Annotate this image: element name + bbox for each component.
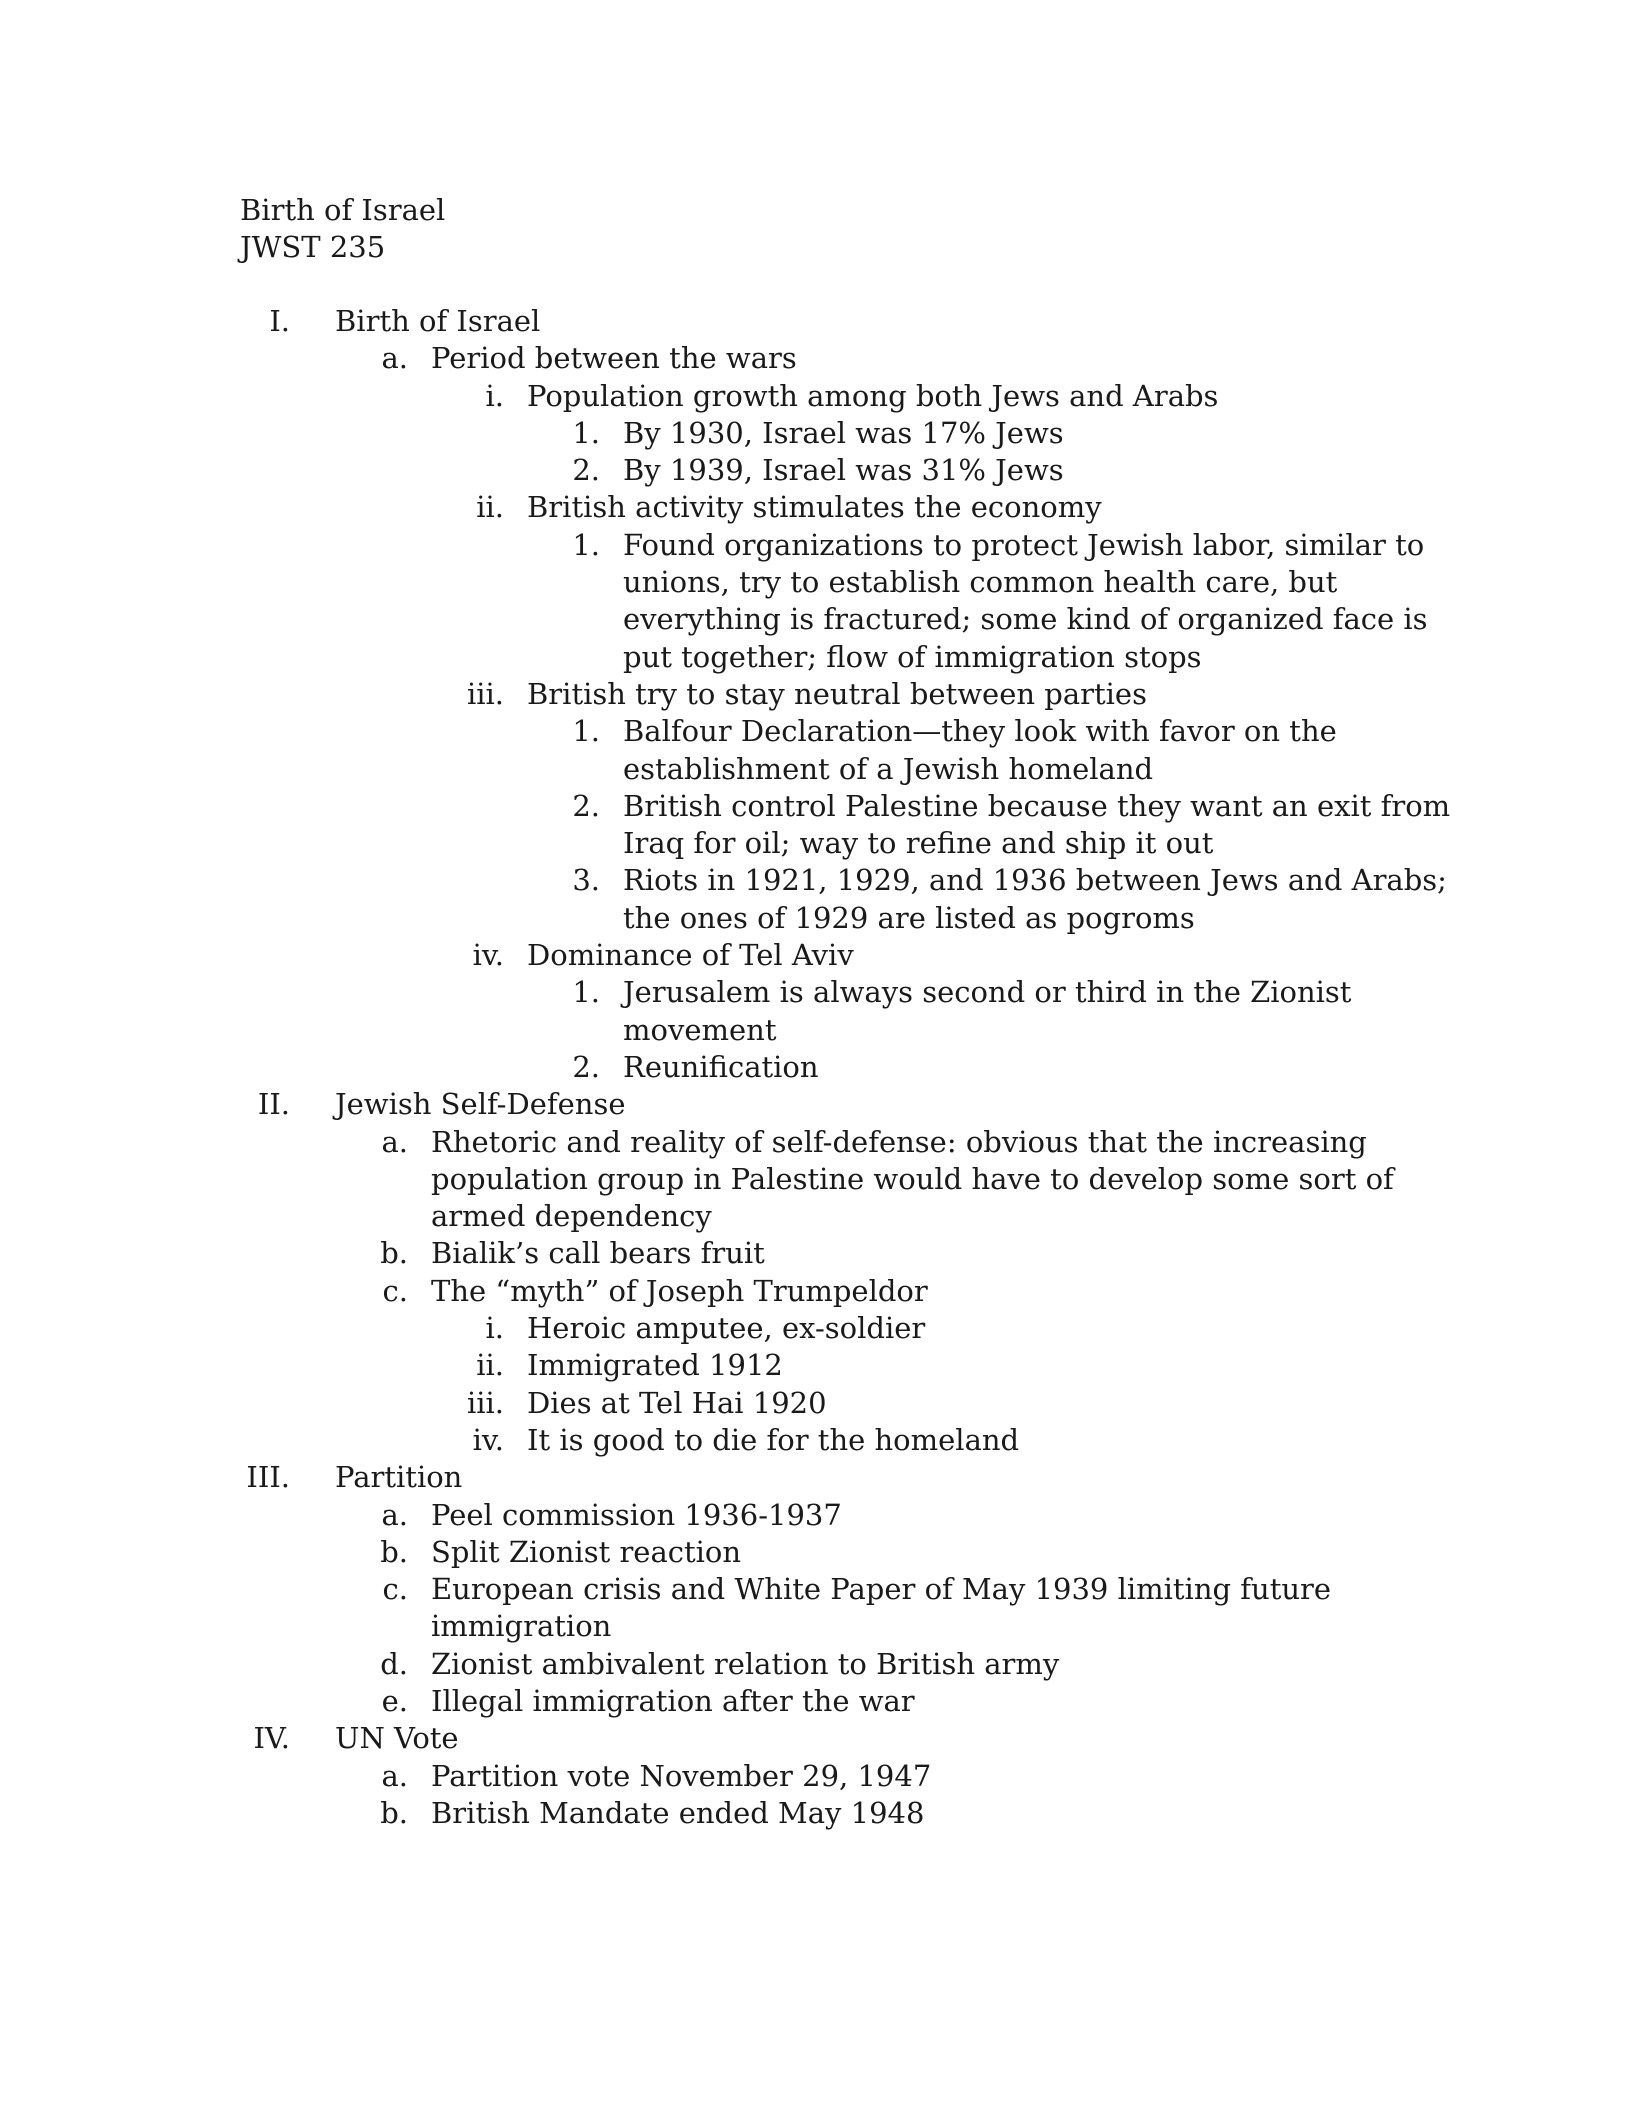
outline-marker: II. xyxy=(257,1087,290,1122)
outline-marker: a. xyxy=(381,1758,408,1793)
outline-text: Peel commission 1936-1937 xyxy=(431,1497,842,1532)
outline-item-level-0 xyxy=(0,1459,1640,1496)
outline-marker: iii. xyxy=(466,1385,504,1420)
outline-marker: iv. xyxy=(472,1422,504,1457)
outline-text: immigration xyxy=(431,1609,612,1644)
outline-text: It is good to die for the homeland xyxy=(527,1422,1020,1457)
outline-item-level-2 xyxy=(0,1385,1640,1422)
outline-item-level-3 xyxy=(0,564,1640,601)
outline-text: unions, try to establish common health care, but xyxy=(623,565,1338,600)
outline-marker: d. xyxy=(380,1646,408,1681)
outline-item-level-3 xyxy=(0,527,1640,564)
outline-item-level-3 xyxy=(0,1012,1640,1049)
outline-item-level-1 xyxy=(0,1497,1640,1534)
outline-text: Balfour Declaration—they look with favor on the xyxy=(623,714,1337,749)
outline-marker: 1. xyxy=(572,714,600,749)
outline-marker: c. xyxy=(382,1273,408,1308)
outline-marker: ii. xyxy=(476,1348,504,1383)
outline-item-level-1 xyxy=(0,1198,1640,1235)
outline-marker: a. xyxy=(381,1124,408,1159)
outline-item-level-3 xyxy=(0,415,1640,452)
outline-item-level-1 xyxy=(0,1758,1640,1795)
outline-text: Partition xyxy=(335,1460,463,1495)
outline-item-level-2 xyxy=(0,937,1640,974)
outline-text: British activity stimulates the economy xyxy=(527,490,1102,525)
outline-item-level-1 xyxy=(0,1161,1640,1198)
outline-marker: 2. xyxy=(572,453,600,488)
outline-item-level-1 xyxy=(0,1795,1640,1832)
outline-item-level-1 xyxy=(0,1608,1640,1645)
outline-marker: b. xyxy=(380,1795,408,1830)
outline-marker: III. xyxy=(246,1460,290,1495)
outline-item-level-3 xyxy=(0,974,1640,1011)
outline-text: Bialik’s call bears fruit xyxy=(431,1236,765,1271)
lecture-outline xyxy=(0,303,1640,1832)
outline-item-level-0 xyxy=(0,303,1640,340)
outline-item-level-2 xyxy=(0,378,1640,415)
document-title: Birth of Israel xyxy=(240,193,446,227)
outline-text: Immigrated 1912 xyxy=(527,1348,783,1383)
outline-item-level-1 xyxy=(0,1124,1640,1161)
outline-text: Period between the wars xyxy=(431,341,797,376)
outline-marker: a. xyxy=(381,341,408,376)
outline-item-level-2 xyxy=(0,1422,1640,1459)
outline-text: European crisis and White Paper of May 1939 limiting future xyxy=(431,1572,1332,1607)
outline-marker: 2. xyxy=(572,788,600,823)
outline-text: Partition vote November 29, 1947 xyxy=(431,1758,932,1793)
outline-marker: i. xyxy=(485,1311,504,1346)
outline-marker: e. xyxy=(381,1683,408,1718)
outline-text: UN Vote xyxy=(335,1721,459,1756)
outline-text: By 1930, Israel was 17% Jews xyxy=(623,415,1064,450)
outline-text: Dies at Tel Hai 1920 xyxy=(527,1385,827,1420)
outline-text: Birth of Israel xyxy=(335,304,541,338)
outline-text: British Mandate ended May 1948 xyxy=(431,1795,925,1830)
outline-marker: ii. xyxy=(476,490,504,525)
outline-text: movement xyxy=(623,1012,777,1047)
outline-marker: 3. xyxy=(572,863,600,898)
outline-marker: a. xyxy=(381,1497,408,1532)
outline-text: Population growth among both Jews and Arabs xyxy=(527,378,1219,413)
outline-text: British try to stay neutral between parties xyxy=(527,676,1147,711)
outline-marker: iv. xyxy=(472,938,504,973)
outline-text: everything is fractured; some kind of organized face is xyxy=(623,602,1428,637)
outline-text: population group in Palestine would have to develop some sort of xyxy=(431,1161,1394,1196)
outline-marker: I. xyxy=(269,304,290,338)
outline-text: By 1939, Israel was 31% Jews xyxy=(623,453,1064,488)
outline-text: Split Zionist reaction xyxy=(431,1534,742,1569)
outline-item-level-3 xyxy=(0,639,1640,676)
outline-text: Heroic amputee, ex-soldier xyxy=(527,1311,926,1346)
outline-item-level-1 xyxy=(0,1534,1640,1571)
outline-text: Found organizations to protect Jewish labor, similar to xyxy=(623,527,1425,562)
outline-item-level-3 xyxy=(0,751,1640,788)
outline-text: Zionist ambivalent relation to British army xyxy=(431,1646,1060,1681)
outline-item-level-2 xyxy=(0,1347,1640,1384)
outline-marker: i. xyxy=(485,378,504,413)
outline-item-level-0 xyxy=(0,1086,1640,1123)
outline-text: The “myth” of Joseph Trumpeldor xyxy=(431,1273,928,1308)
outline-item-level-0 xyxy=(0,1720,1640,1757)
outline-text: Reunification xyxy=(623,1049,819,1084)
outline-marker: 1. xyxy=(572,415,600,450)
outline-item-level-2 xyxy=(0,1310,1640,1347)
outline-item-level-2 xyxy=(0,676,1640,713)
outline-item-level-1 xyxy=(0,1571,1640,1608)
outline-item-level-3 xyxy=(0,862,1640,899)
outline-item-level-2 xyxy=(0,489,1640,526)
outline-text: establishment of a Jewish homeland xyxy=(623,751,1154,786)
outline-item-level-1 xyxy=(0,1273,1640,1310)
outline-item-level-1 xyxy=(0,1235,1640,1272)
outline-item-level-1 xyxy=(0,1683,1640,1720)
outline-text: Dominance of Tel Aviv xyxy=(527,938,854,973)
outline-text: armed dependency xyxy=(431,1199,712,1234)
outline-text: the ones of 1929 are listed as pogroms xyxy=(623,900,1195,935)
outline-item-level-1 xyxy=(0,1646,1640,1683)
outline-item-level-3 xyxy=(0,452,1640,489)
outline-marker: c. xyxy=(382,1572,408,1607)
outline-marker: b. xyxy=(380,1236,408,1271)
outline-text: Rhetoric and reality of self-defense: obvious that the increasing xyxy=(431,1124,1367,1159)
outline-text: Jerusalem is always second or third in the Zionist xyxy=(623,975,1352,1010)
outline-text: Jewish Self-Defense xyxy=(335,1087,626,1122)
outline-marker: 1. xyxy=(572,975,600,1010)
document-header xyxy=(240,192,445,266)
outline-item-level-1 xyxy=(0,340,1640,377)
outline-item-level-3 xyxy=(0,788,1640,825)
outline-item-level-3 xyxy=(0,1049,1640,1086)
outline-text: Iraq for oil; way to refine and ship it out xyxy=(623,826,1214,861)
outline-marker: 1. xyxy=(572,527,600,562)
outline-marker: IV. xyxy=(253,1721,290,1756)
outline-text: put together; flow of immigration stops xyxy=(623,639,1202,674)
outline-marker: iii. xyxy=(466,676,504,711)
course-code: JWST 235 xyxy=(240,230,386,264)
outline-text: Riots in 1921, 1929, and 1936 between Jews and Arabs; xyxy=(623,863,1447,898)
outline-item-level-3 xyxy=(0,601,1640,638)
outline-marker: 2. xyxy=(572,1049,600,1084)
outline-text: Illegal immigration after the war xyxy=(431,1683,915,1718)
outline-item-level-3 xyxy=(0,713,1640,750)
outline-item-level-3 xyxy=(0,900,1640,937)
outline-marker: b. xyxy=(380,1534,408,1569)
outline-item-level-3 xyxy=(0,825,1640,862)
outline-text: British control Palestine because they want an exit from xyxy=(623,788,1451,823)
